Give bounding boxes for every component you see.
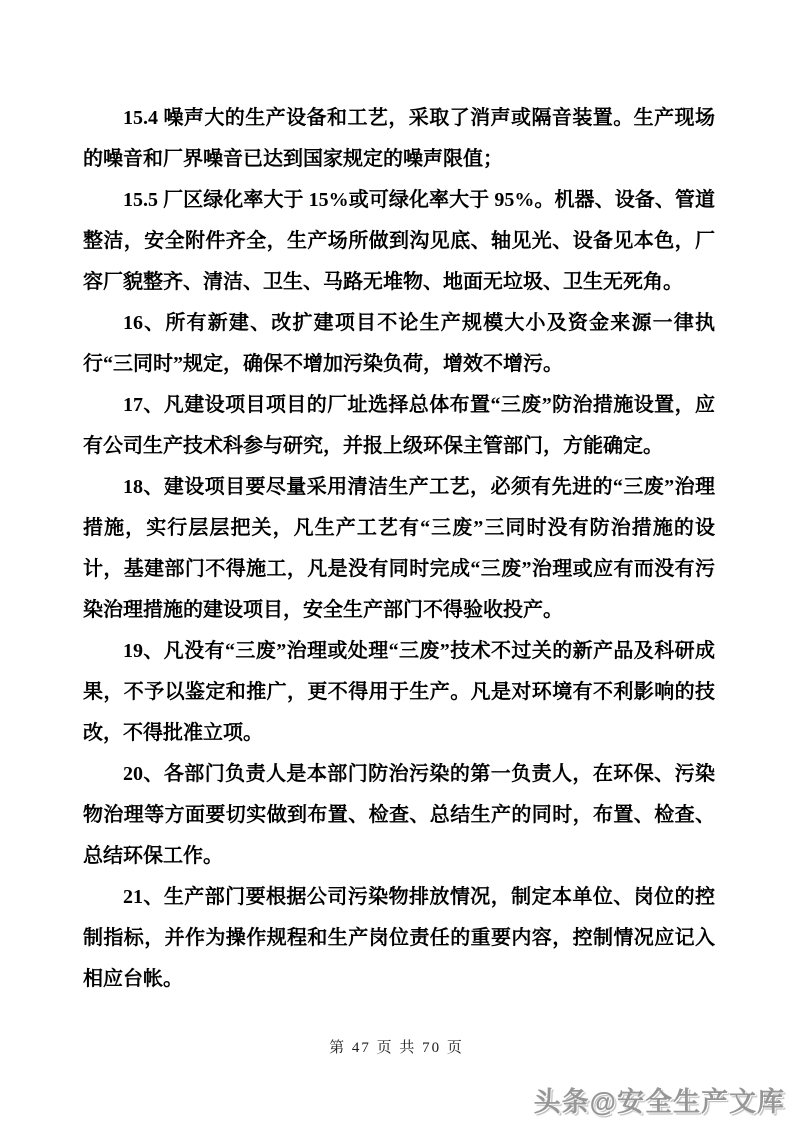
paragraph-20: 20、各部门负责人是本部门防治污染的第一负责人，在环保、污染物治理等方面要切实做到布置、检查、总结生产的同时，布置、检查、总结环保工作。	[83, 763, 715, 867]
paragraph-15-5: 15.5 厂区绿化率大于 15%或可绿化率大于 95%。机器、设备、管道整洁，安全附件齐全，生产场所做到沟见底、轴见光、设备见本色，厂容厂貌整齐、清洁、卫生、马路无堆物、地面无垃圾、卫生无死角。	[83, 189, 715, 293]
paragraph-15-4: 15.4 噪声大的生产设备和工艺，采取了消声或隔音装置。生产现场的噪音和厂界噪音已达到国家规定的噪声限值；	[83, 107, 715, 170]
paragraph-18: 18、建设项目要尽量采用清洁生产工艺，必须有先进的“三废”治理措施，实行层层把关，凡生产工艺有“三废”三同时没有防治措施的设计，基建部门不得施工，凡是没有同时完成“三废”治理或应有而没有污染治理措施的建设项目，安全生产部门不得验收投产。	[83, 476, 715, 621]
document-body	[83, 98, 715, 1000]
paragraph-17: 17、凡建设项目项目的厂址选择总体布置“三废”防治措施设置，应有公司生产技术科参与研究，并报上级环保主管部门，方能确定。	[83, 394, 715, 457]
paragraph-21: 21、生产部门要根据公司污染物排放情况，制定本单位、岗位的控制指标，并作为操作规程和生产岗位责任的重要内容，控制情况应记入相应台帐。	[83, 886, 715, 990]
paragraph-19: 19、凡没有“三废”治理或处理“三废”技术不过关的新产品及科研成果，不予以鉴定和推广，更不得用于生产。凡是对环境有不利影响的技改，不得批准立项。	[83, 640, 715, 744]
paragraph-16: 16、所有新建、改扩建项目不论生产规模大小及资金来源一律执行“三同时”规定，确保不增加污染负荷，增效不增污。	[83, 312, 715, 375]
page-number-footer: 第 47 页 共 70 页	[329, 1040, 464, 1056]
watermark: 头条@安全生产文库	[533, 1087, 785, 1117]
